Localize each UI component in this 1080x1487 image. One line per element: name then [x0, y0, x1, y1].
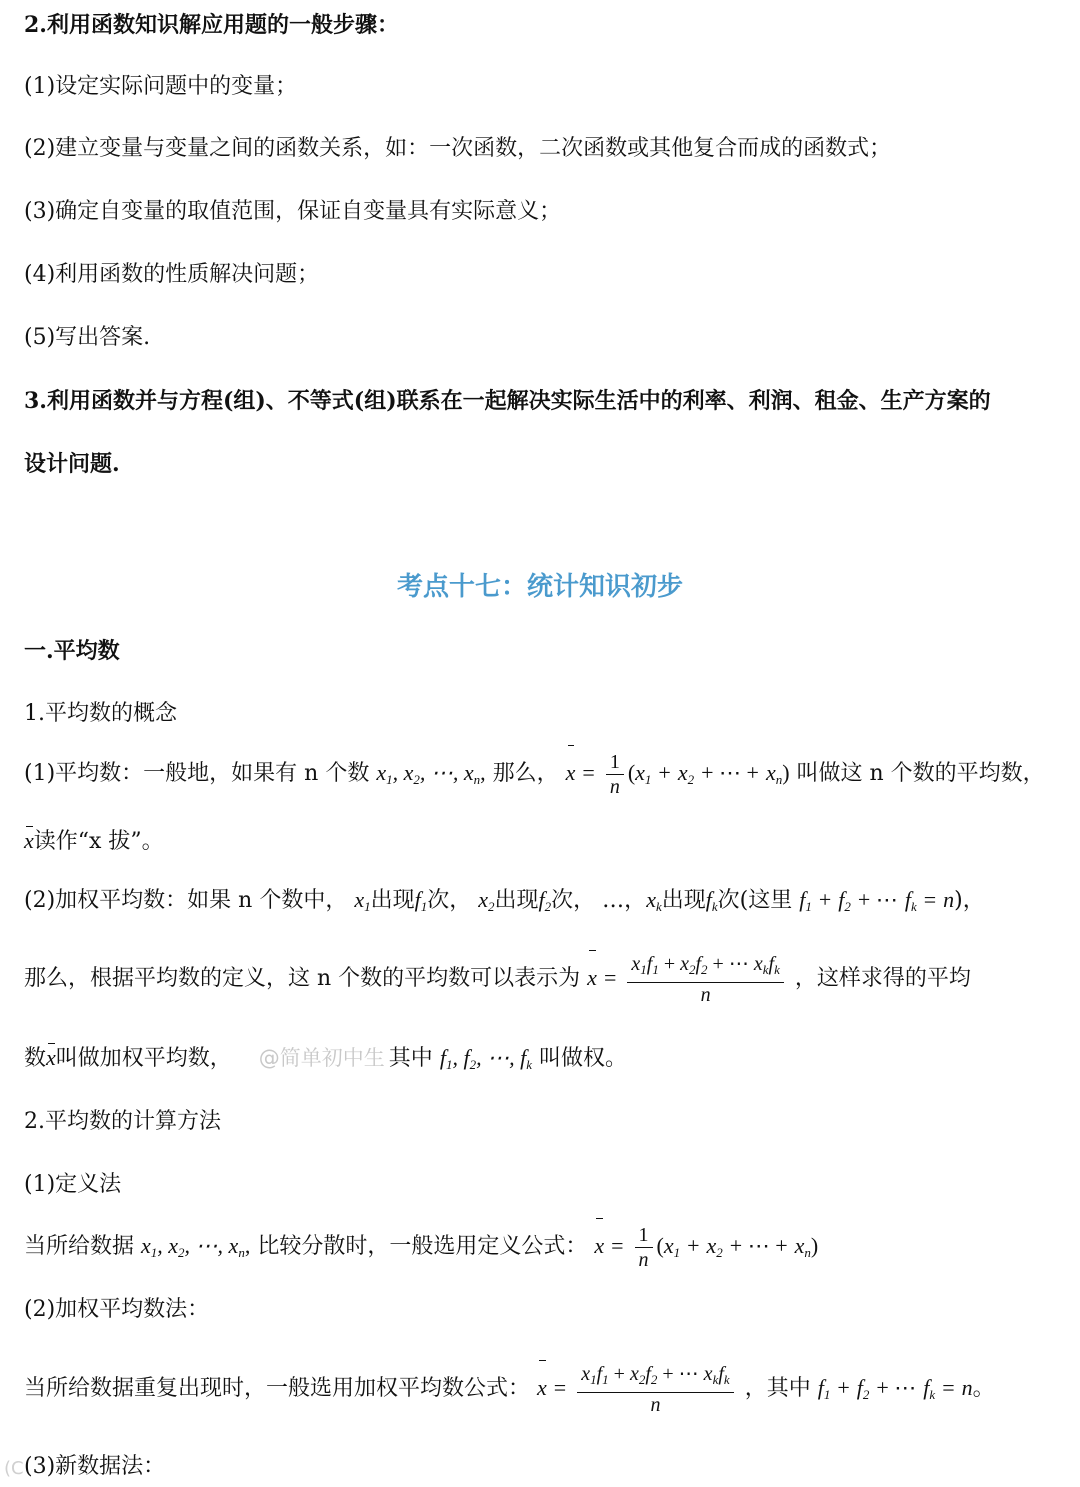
weighted-naming: 数x叫做加权平均数， @简单初中生 其中 $f_1$, $f_2$, ⋯, $f_k$ 叫做权。 [24, 1045, 627, 1072]
weighted-method: (2)加权平均数法： [24, 1297, 210, 1322]
xs-list-math: $x_1$, $x_2$, ⋯, $x_n$ [376, 760, 481, 787]
concept-heading: 1.平均数的概念 [24, 701, 177, 726]
section-title: 考点十七：统计知识初步 [396, 572, 683, 602]
point3-line1: 3.利用函数并与方程(组)、不等式(组)联系在一起解决实际生活中的利率、利润、租金、生产方案的 [24, 388, 991, 414]
xbar-symbol: x [24, 826, 34, 856]
weighted-method-formula-math: x = $\frac{x_1f_1 + x_2f_2 + \cdots x_kf_k}{n}$ [537, 1376, 738, 1401]
definition-method-text: 当所给数据 $x_1$, $x_2$, ⋯, $x_n$, 比较分散时，一般选用定义公式： x = $\frac{1}{n}$ ($x_1 + x_2$ + ⋯ + $x_n$) [24, 1218, 1056, 1281]
calc-heading: 2.平均数的计算方法 [24, 1109, 221, 1134]
definition-formula-math: x = $\frac{1}{n}$ ($x_1 + x_2$ + ⋯ + $x_n$) [594, 1234, 818, 1259]
definition-method: (1)定义法 [24, 1172, 122, 1197]
weight-sum-math: $f_1 + f_2$ + ⋯ $f_k = n$ [799, 887, 955, 914]
weighted-method-text: 当所给数据重复出现时，一般选用加权平均数公式： x = $\frac{x_1f_1 + x_2f_2 + \cdots x_kf_k}{n}$ ，其中 $f_1 + f_2$ + ⋯ $f_k = n$。 [24, 1360, 1056, 1423]
step-2: (2)建立变量与变量之间的函数关系，如：一次函数，二次函数或其他复合而成的函数式； [24, 136, 892, 161]
mean-formula-math: x = $\frac{1}{n}$ ($x_1 + x_2$ + ⋯ + $x_n$) [566, 761, 790, 786]
weighted-definition: (2)加权平均数：如果 n 个数中， $x_1$出现$f_1$次， $x_2$出现$f_2$次， …，$x_k$出现$f_k$次(这里 $f_1 + f_2$ + ⋯ $f_k = n$)， [24, 887, 985, 914]
new-data-method: (3)新数据法： [24, 1454, 166, 1479]
step-3: (3)确定自变量的取值范围，保证自变量具有实际意义； [24, 199, 562, 224]
step-5: (5)写出答案. [24, 325, 151, 350]
step-1: (1)设定实际问题中的变量； [24, 74, 298, 99]
read-as-line: x读作“x 拔”。 [24, 828, 164, 854]
mean-definition: (1)平均数：一般地，如果有 n 个数 $x_1$, $x_2$, ⋯, $x_n$, 那么， x = $\frac{1}{n}$ ($x_1 + x_2$ + ⋯ + $x_n$) 叫做这 n 个数的平均数， [24, 745, 1056, 808]
corner-watermark: (C [4, 1458, 24, 1479]
weight-list-math: $f_1$, $f_2$, ⋯, $f_k$ [439, 1045, 532, 1072]
watermark-text: @简单初中生 [258, 1046, 385, 1070]
steps-heading: 2.利用函数知识解应用题的一般步骤： [24, 12, 399, 38]
weighted-representation: 那么，根据平均数的定义，这 n 个数的平均数可以表示为 x = $\frac{x_1f_1 + x_2f_2 + \cdots x_kf_k}{n}$ ，这样求得的平均 [24, 950, 1056, 1007]
weighted-formula-math: x = $\frac{x_1f_1 + x_2f_2 + \cdots x_kf_k}{n}$ [587, 966, 788, 991]
point3-line2: 设计问题. [24, 451, 120, 477]
subheading-mean: 一.平均数 [24, 638, 120, 664]
step-4: (4)利用函数的性质解决问题； [24, 262, 320, 287]
